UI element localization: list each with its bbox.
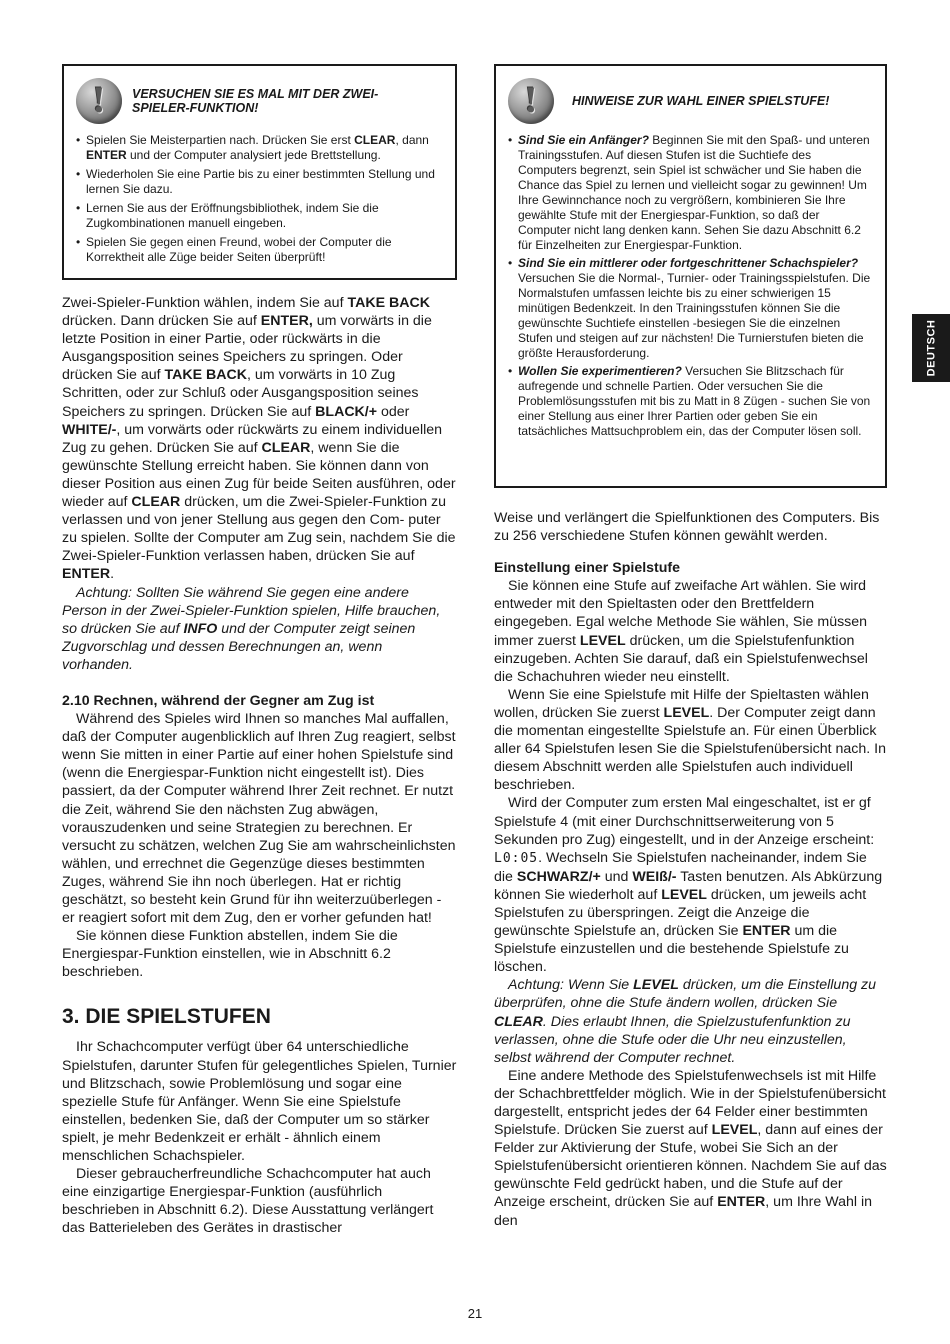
tip-item: • Spielen Sie gegen einen Freund, wobei der Computer die Korrektheit alle Züge beider Seiten überprüft! [76,235,443,265]
paragraph: Ihr Schachcomputer verfügt über 64 unterschiedliche Spielstufen, darunter Stufen für gelegentliches Spielen, Turnier und Blitzschach, sowie Problemlösung und sogar eine spezielle Stufe für Anfänger. Wenn Sie eine Spielstufe einstellen, bedenken Sie, daß der Computer um so stärker spielt, je mehr Bedenkzeit er erhält - ähnlich einem menschlichen Schachspieler. [62,1039,457,1165]
section-heading-2-10: 2.10 Rechnen, während der Gegner am Zug ist [62,692,375,709]
right-body-text [494,509,887,1230]
exclamation-icon: ! [508,78,554,124]
lcd-display-value: L0:05 [494,850,539,866]
section-heading-level-setting: Einstellung einer Spielstufe [494,560,681,577]
paragraph: Sie können eine Stufe auf zweifache Art wählen. Sie wird entweder mit den Spieltasten oder den Brettfeldern eingegeben. Egal welche Methode Sie wählen, Sie müssen immer zuerst LEVEL drücken, um die Spielstufenfunktion einzugeben. Achten Sie darauf, daß ein Spielstufenwechsel die Schachuhren wieder neu einstellt. [494,578,868,685]
tip-box-level-selection [494,64,887,488]
tip-item: • Lernen Sie aus der Eröffnungsbibliothek, indem Sie die Zugkombinationen manuell eingeben. [76,201,443,231]
tip-box-title: HINWEISE ZUR WAHL EINER SPIELSTUFE! [572,94,830,108]
tip-box-header [76,78,443,124]
tip-list [76,133,443,265]
paragraph: Eine andere Methode des Spielstufenwechsels ist mit Hilfe der Schachbrettfelder möglich. Wie in der Spielstufenübersicht dargestellt, entspricht jedes der 64 Felder einer bestimmten Spielstufe. Drücken Sie zuerst auf LEVEL, dann auf eines der Felder zur Aktivierung der Stufe, wobei Sie Sich an der Spielstufenübersicht orientieren können. Nachdem Sie auf das gewünschte Feld gedrückt haben, und die Stufe auf der Anzeige erscheint, drücken Sie auf ENTER, um Ihre Wahl in den [494,1067,887,1229]
paragraph: Wenn Sie eine Spielstufe mit Hilfe der Spieltasten wählen wollen, drücken Sie zuerst LEVEL. Der Computer zeigt dann die momentan eingestellte Spielstufe an. Für einen Überblick aller 64 Spielstufen lesen Sie die Spielstufenübersicht nach. In diesem Abschnitt werden alle Spielstufen auch individuell beschrieben. [494,686,886,794]
right-column [494,64,887,1230]
left-column [62,64,457,1238]
chapter-heading: 3. DIE SPIELSTUFEN [62,1005,271,1029]
language-tab-label: DEUTSCH [925,319,938,377]
tip-box-title-line-2: SPIELER-FUNKTION! [132,101,259,115]
paragraph: Während des Spieles wird Ihnen so manches Mal auffallen, daß der Computer augenblicklich auf Ihren Zug reagiert, selbst wenn Sie mitten in einer Partie auf einer hohen Spielstufe sind (wenn die Energiespar-Funktion nicht eingestellt ist). Dies passiert, da der Computer während Ihrer Zeit rechnet. Er nutzt die Zeit, während Sie den nächsten Zug abwägen, vorauszudenken und seine Strategien zu berechnen. Er versucht zu schätzen, welchen Zug Sie am wahrscheinlichsten wählen, und errechnet die Gegenzüge dieses bestimmten Zuges, während Sie ihn noch überlegen. Hat er richtig geschätzt, so besteht kein Grund für ihn weiterzuüberlegen - er reagiert sofort mit dem Zug, den er vorher gefunden hat! [62,711,456,927]
tip-list [508,133,873,439]
tip-box-title-line-1: VERSUCHEN SIE ES MAL MIT DER ZWEI- [132,87,379,101]
tip-box-header [508,78,873,124]
paragraph: Sie können diese Funktion abstellen, indem Sie die Energiespar-Funktion einstellen, wie in Abschnitt 6.2 beschrieben. [62,928,398,981]
paragraph: Zwei-Spieler-Funktion wählen, indem Sie auf TAKE BACK drücken. Dann drücken Sie auf ENTER, um vorwärts in die letzte Position in einer Partie, oder rückwärts in die Ausgangsposition seines Speichers zu springen. Oder drücken Sie auf TAKE BACK, um vorwärts in 10 Zug Schritten, oder zur Schluß oder Ausgangsposition seines Speichers zu springen. Drücken Sie auf BLACK/+ oder WHITE/-, um vorwärts oder rückwärts zu einem individuellen Zug zu gehen. Drücken Sie auf CLEAR, wenn Sie die gewünschte Stellung erreicht haben. Sie können dann von dieser Position aus einen Zug für beide Seiten ausführen, oder wieder auf CLEAR drücken, um die Zwei-Spieler-Funktion zu verlassen und von jener Stellung aus gegen den Com- puter zu spielen. Sollte der Computer am Zug sein, nachdem Sie die Zwei-Spieler-Funktion verlassen haben, drücken Sie auf ENTER. [62,295,456,583]
tip-box-two-player [62,64,457,280]
tip-item: • Wollen Sie experimentieren? Versuchen Sie Blitzschach für aufregende und schnelle Partien. Oder versuchen Sie die Problemlösungsstufen mit bis zu Matt in 8 Zügen - suchen Sie von einer Stellung aus einer Ihrer Partien oder geben Sie ein tatsächliches Mattsuchproblem ein, das der Computer lösen soll. [508,364,873,439]
left-body-text [62,294,457,1238]
exclamation-icon: ! [76,78,122,124]
note-paragraph: Achtung: Wenn Sie LEVEL drücken, um die Einstellung zu überprüfen, ohne die Stufe ändern wollen, drücken Sie CLEAR. Dies erlaubt Ihnen, die Spielzustufenfunktion zu verlassen, ohne die Stufe oder die Uhr neu einzustellen, selbst während der Computer rechnet. [494,977,877,1066]
tip-item: • Spielen Sie Meisterpartien nach. Drücken Sie erst CLEAR, dann ENTER und der Computer analysiert jede Brettstellung. [76,133,443,163]
paragraph: Dieser gebraucherfreundliche Schachcomputer hat auch eine einzigartige Energiespar-Funktion (ausführlich beschrieben in Abschnitt 6.2). Diese Ausstattung verlängert das Batterieleben des Gerätes in drastischer [62,1166,434,1237]
tip-item: • Sind Sie ein mittlerer oder fortgeschrittener Schachspieler? Versuchen Sie die Normal-, Turnier- oder Trainingsspielstufen. Die Normalstufen umfassen leichte bis zu einer schwierigen 15 minütigen Bedenkzeit. In den Trainingsstufen können Sie die gewünschte Suchtiefe einstellen -besiegen Sie die einzelnen Stufen und steigen auf zur nächsten! Die Turnierstufen bieten die größte Herausforderung. [508,256,873,361]
note-paragraph: Achtung: Sollten Sie während Sie gegen eine andere Person in der Zwei-Spieler-Funktion spielen, Hilfe brauchen, so drücken Sie auf INFO und der Computer zeigt seinen Zugvorschlag und dessen Berechnungen an, wenn vorhanden. [62,584,441,673]
paragraph: Weise und verlängert die Spielfunktionen des Computers. Bis zu 256 verschiedene Stufen können gewählt werden. [494,510,880,545]
language-tab [912,314,950,382]
page-number: 21 [467,1306,483,1321]
tip-item: • Sind Sie ein Anfänger? Beginnen Sie mit den Spaß- und unteren Trainingsstufen. Auf diesen Stufen ist die Suchtiefe des Computers begrenzt, sein Spiel ist schwächer und Sie haben die Chance das Spiel zu lernen und vielleicht sogar zu gewinnen! Um Ihre Gewinnchance noch zu vergrößern, kombinieren Sie Ihre gewählte Stufe mit der Energiespar-Funktion, so daß der Computer nicht lang denken kann. Sehen Sie dazu Abschnitt 6.2 für Einzelheiten zur Energiespar-Funktion. [508,133,873,253]
tip-item: • Wiederholen Sie eine Partie bis zu einer bestimmten Stellung und lernen Sie dazu. [76,167,443,197]
tip-box-title [132,87,378,115]
paragraph: Wird der Computer zum ersten Mal eingeschaltet, ist er gf Spielstufe 4 (mit einer Durchschnittserweiterung von 5 Sekunden pro Zug) eingestellt, und in der Anzeige erscheint: L0:05. Wechseln Sie Spielstufen nacheinander, indem Sie die SCHWARZ/+ und WEIß/- Tasten benutzen. Als Abkürzung können Sie wiederholt auf LEVEL drücken, um jeweils acht Spielstufen zu überspringen. Zeigt die Anzeige die gewünschte Spielstufe an, drücken Sie ENTER um die Spielstufe einzustellen und die bestehende Spielstufe zu löschen. [494,795,883,976]
